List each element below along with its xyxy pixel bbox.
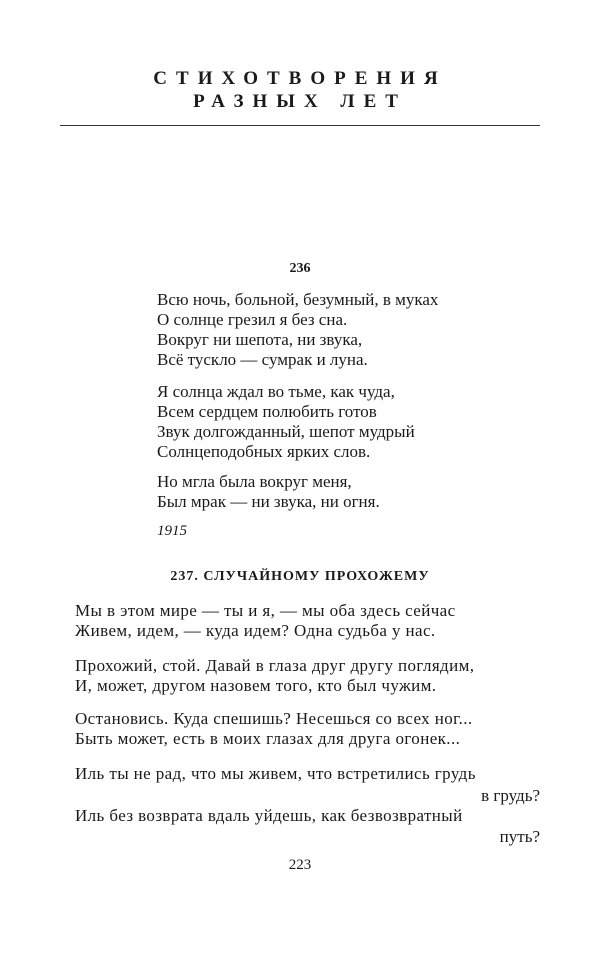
poem-line: О солнце грезил я без сна.: [157, 310, 348, 329]
poem-line-continuation: путь?: [499, 827, 540, 846]
poem-line: Был мрак — ни звука, ни огня.: [157, 492, 380, 511]
poem-line-continuation: в грудь?: [481, 786, 540, 805]
poem-line: Солнцеподобных ярких слов.: [157, 442, 371, 461]
poem-line: Но мгла была вокруг меня,: [157, 472, 352, 491]
section-title-line2: РАЗНЫХ ЛЕТ: [193, 91, 407, 112]
title-divider: [60, 125, 540, 126]
poem-line: Иль ты не рад, что мы живем, что встретились грудь: [75, 764, 476, 783]
poem-line: Иль без возврата вдаль уйдешь, как безвозвратный: [75, 806, 463, 825]
page-number: 223: [288, 857, 312, 873]
poem-line: Всё тускло — сумрак и луна.: [157, 350, 368, 369]
poem-line: Звук долгожданный, шепот мудрый: [157, 422, 415, 441]
poem-line: Прохожий, стой. Давай в глаза друг другу поглядим,: [75, 656, 475, 675]
poem-number: 236: [289, 261, 311, 276]
poem-line: Я солнца ждал во тьме, как чуда,: [157, 382, 395, 401]
poem-year: 1915: [157, 523, 187, 539]
poem-line: Остановись. Куда спешишь? Несешься со всех ног...: [75, 709, 473, 728]
poem-line: Живем, идем, — куда идем? Одна судьба у нас.: [75, 621, 436, 640]
poem-heading: 237. СЛУЧАЙНОМУ ПРОХОЖЕМУ: [170, 569, 430, 584]
poem-line: Быть может, есть в моих глазах для друга огонек...: [75, 729, 461, 748]
poem-line: Всем сердцем полюбить готов: [157, 402, 377, 421]
poem-line: И, может, другом назовем того, кто был чужим.: [75, 676, 437, 695]
poem-line: Всю ночь, больной, безумный, в муках: [157, 290, 439, 309]
section-title-line1: СТИХОТВОРЕНИЯ: [153, 68, 447, 89]
poem-line: Вокруг ни шепота, ни звука,: [157, 330, 363, 349]
poem-line: Мы в этом мире — ты и я, — мы оба здесь сейчас: [75, 601, 456, 620]
